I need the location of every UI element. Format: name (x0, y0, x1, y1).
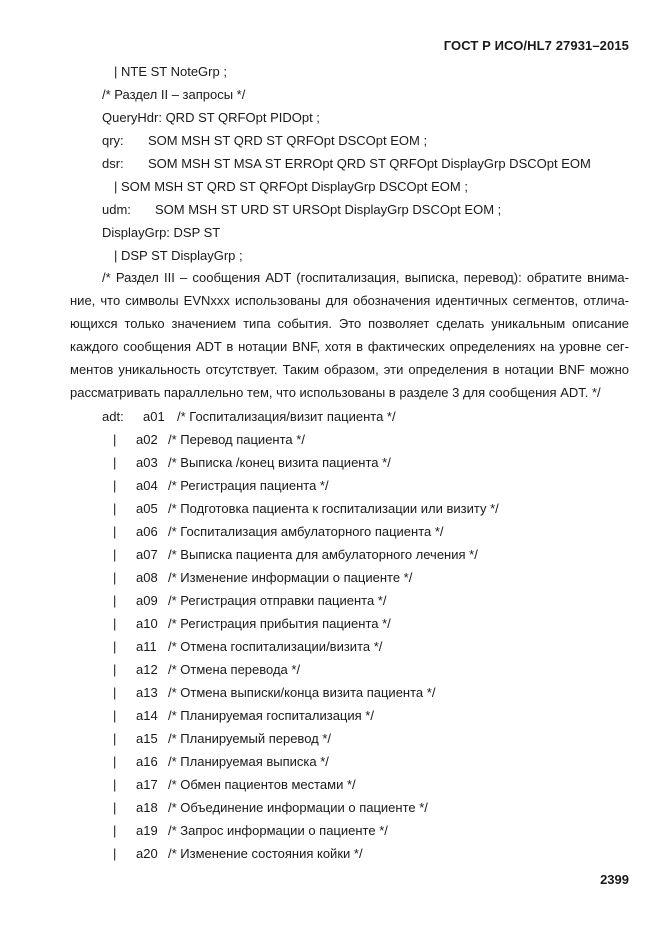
adt-comment: /* Выписка пациента для амбулаторного лечения */ (168, 547, 478, 562)
adt-code-a01: a01 (143, 409, 165, 424)
grammar-label-udm: udm: (102, 202, 131, 217)
adt-bar: | (113, 547, 117, 562)
adt-code: a02 (136, 432, 158, 447)
adt-comment: /* Обмен пациентов местами */ (168, 777, 356, 792)
adt-code: a18 (136, 800, 158, 815)
adt-code: a05 (136, 501, 158, 516)
adt-bar: | (113, 777, 117, 792)
adt-code: a04 (136, 478, 158, 493)
paragraph-line: ющихся только значением типа события. Это позволяет сделать уникальным описание (70, 316, 629, 331)
adt-comment: /* Подготовка пациента к госпитализации или визиту */ (168, 501, 499, 516)
paragraph-line: рассматривать параллельно тем, что использованы в разделе 3 для сообщения ADT. */ (70, 385, 601, 400)
document-header: ГОСТ Р ИСО/HL7 27931–2015 (443, 38, 629, 53)
adt-comment: /* Запрос информации о пациенте */ (168, 823, 388, 838)
section-comment-adt-paragraph (102, 266, 629, 289)
adt-code: a08 (136, 570, 158, 585)
adt-code: a14 (136, 708, 158, 723)
adt-bar: | (113, 846, 117, 861)
adt-code: a12 (136, 662, 158, 677)
adt-comment: /* Отмена госпитализации/визита */ (168, 639, 383, 654)
adt-comment: /* Перевод пациента */ (168, 432, 305, 447)
adt-comment-a01: /* Госпитализация/визит пациента */ (177, 409, 396, 424)
section-comment-adt-paragraph-body (70, 289, 629, 404)
adt-code: a20 (136, 846, 158, 861)
adt-code: a11 (136, 639, 157, 654)
grammar-line-displaygrp-alt: | DSP ST DisplayGrp ; (114, 248, 243, 263)
grammar-line-qry: SOM MSH ST QRD ST QRFOpt DSCOpt EOM ; (148, 133, 428, 148)
adt-bar: | (113, 478, 117, 493)
grammar-line-queryhdr: QueryHdr: QRD ST QRFOpt PIDOpt ; (102, 110, 320, 125)
adt-comment: /* Выписка /конец визита пациента */ (168, 455, 391, 470)
adt-bar: | (113, 639, 117, 654)
adt-bar: | (113, 731, 117, 746)
adt-bar: | (113, 754, 117, 769)
grammar-label-dsr: dsr: (102, 156, 124, 171)
adt-code: a03 (136, 455, 158, 470)
page-number: 2399 (600, 872, 629, 887)
adt-comment: /* Регистрация пациента */ (168, 478, 329, 493)
adt-bar: | (113, 708, 117, 723)
adt-comment: /* Госпитализация амбулаторного пациента */ (168, 524, 444, 539)
adt-code: a15 (136, 731, 158, 746)
adt-label: adt: (102, 409, 124, 424)
adt-code: a19 (136, 823, 158, 838)
adt-comment: /* Планируемая госпитализация */ (168, 708, 374, 723)
adt-comment: /* Отмена перевода */ (168, 662, 301, 677)
adt-comment: /* Регистрация прибытия пациента */ (168, 616, 391, 631)
adt-bar: | (113, 662, 117, 677)
adt-comment: /* Регистрация отправки пациента */ (168, 593, 387, 608)
adt-bar: | (113, 455, 117, 470)
adt-code: a13 (136, 685, 158, 700)
adt-bar: | (113, 570, 117, 585)
adt-bar: | (113, 685, 117, 700)
adt-comment: /* Планируемая выписка */ (168, 754, 329, 769)
paragraph-line: ние, что символы EVNxxx использованы для обозначения идентичных сегментов, отлича- (70, 293, 629, 308)
adt-bar: | (113, 616, 117, 631)
adt-code: a17 (136, 777, 158, 792)
adt-bar: | (113, 800, 117, 815)
adt-code: a16 (136, 754, 158, 769)
adt-bar: | (113, 823, 117, 838)
adt-code: a10 (136, 616, 158, 631)
adt-bar: | (113, 501, 117, 516)
grammar-line-dsr: SOM MSH ST MSA ST ERROpt QRD ST QRFOpt DisplayGrp DSCOpt EOM (148, 156, 591, 171)
adt-comment: /* Изменение информации о пациенте */ (168, 570, 413, 585)
adt-comment: /* Изменение состояния койки */ (168, 846, 363, 861)
grammar-line-dsr-alt: | SOM MSH ST QRD ST QRFOpt DisplayGrp DSCOpt EOM ; (114, 179, 468, 194)
paragraph-line: /* Раздел III – сообщения ADT (госпитализация, выписка, перевод): обратите внима- (102, 270, 629, 285)
paragraph-line: каждого сообщения ADT в нотации BNF, хотя в фактических определениях на уровне сег- (70, 339, 629, 354)
adt-bar: | (113, 432, 117, 447)
grammar-line-displaygrp: DisplayGrp: DSP ST (102, 225, 221, 240)
paragraph-line: ментов уникальность отсутствует. Таким образом, эти определения в нотации BNF можно (70, 362, 629, 377)
adt-bar: | (113, 524, 117, 539)
adt-code: a09 (136, 593, 158, 608)
adt-code: a07 (136, 547, 158, 562)
grammar-line-notegrp: | NTE ST NoteGrp ; (114, 64, 227, 79)
adt-code: a06 (136, 524, 158, 539)
adt-comment: /* Планируемый перевод */ (168, 731, 332, 746)
grammar-line-udm: SOM MSH ST URD ST URSOpt DisplayGrp DSCOpt EOM ; (155, 202, 502, 217)
grammar-label-qry: qry: (102, 133, 124, 148)
section-comment-queries: /* Раздел II – запросы */ (102, 87, 246, 102)
adt-comment: /* Объединение информации о пациенте */ (168, 800, 428, 815)
adt-comment: /* Отмена выписки/конца визита пациента */ (168, 685, 436, 700)
adt-bar: | (113, 593, 117, 608)
